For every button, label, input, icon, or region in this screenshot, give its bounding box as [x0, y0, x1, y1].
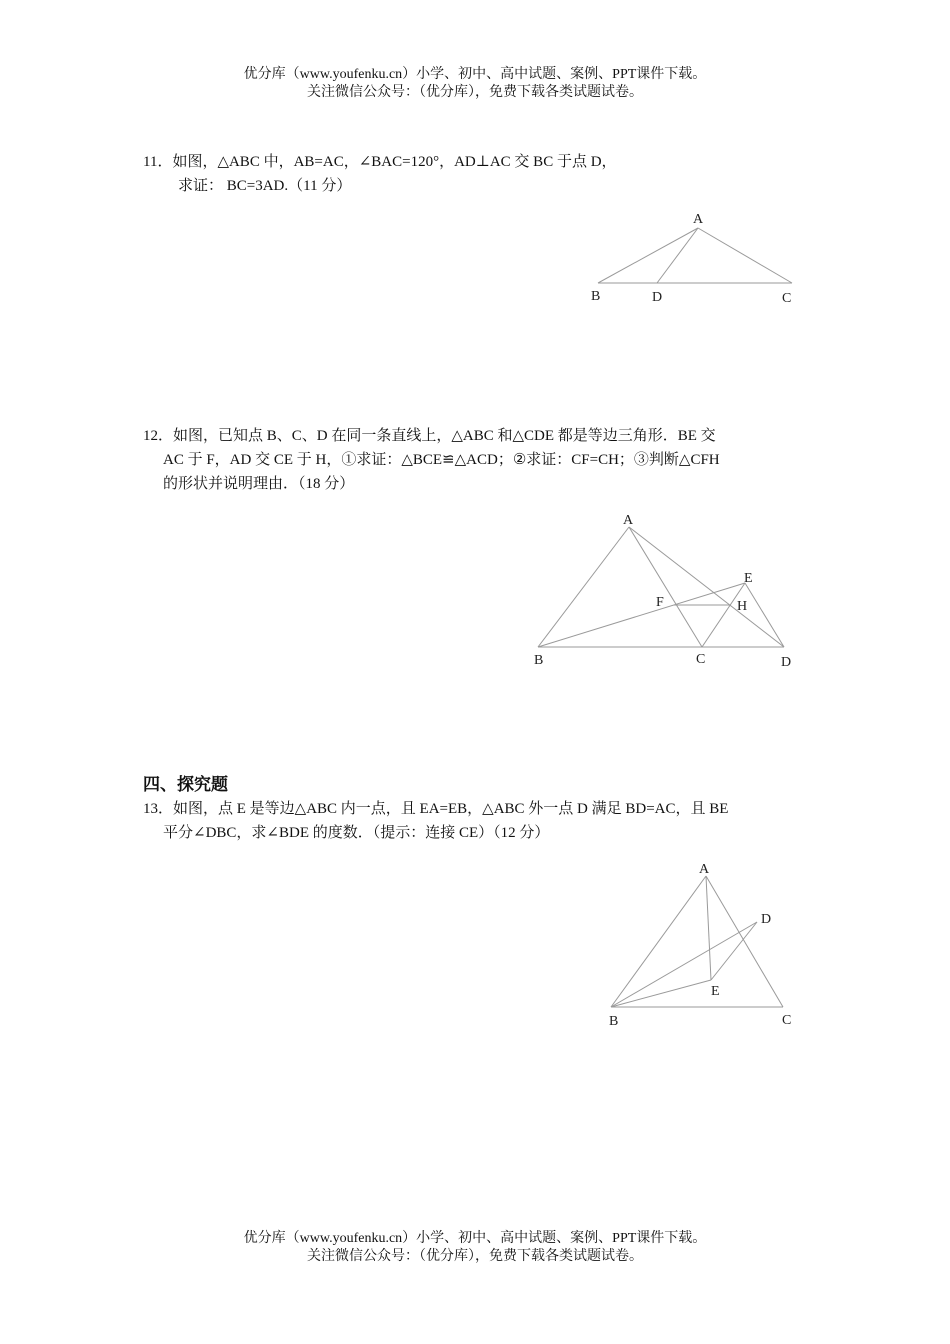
label-b: B [591, 289, 601, 304]
segment-ac [629, 527, 702, 647]
figure-q13 [609, 862, 791, 1029]
segment-bd [611, 922, 757, 1007]
q12-line-2: AC 于 F，AD 交 CE 于 H，①求证：△BCE≌△ACD；②求证：CF=CH；③判断△CFH [163, 452, 720, 468]
label-e: E [711, 984, 720, 999]
section-title: 四、探究题 [143, 775, 228, 795]
segment-ad [657, 228, 698, 283]
segment-ab [538, 527, 629, 647]
label-e: E [744, 571, 753, 586]
label-c: C [782, 1013, 792, 1028]
q12-line-1: 12．如图，已知点 B、C、D 在同一条直线上，△ABC 和△CDE 都是等边三角形．BE 交 [143, 428, 716, 444]
question-13 [143, 797, 823, 845]
segment-ab [598, 228, 698, 283]
label-f: F [656, 595, 664, 610]
q11-prove: 求证： BC=3AD.（11 分） [178, 178, 352, 194]
header-line-1: 优分库（www.youfenku.cn）小学、初中、高中试题、案例、PPT课件下载。 [243, 67, 707, 82]
header-line-2: 关注微信公众号：（优分库），免费下载各类试题试卷。 [307, 85, 643, 100]
question-12 [143, 424, 823, 496]
q13-line-2: 平分∠DBC，求∠BDE 的度数．（提示：连接 CE）（12 分） [163, 825, 550, 841]
label-a: A [693, 212, 704, 227]
segment-ae [706, 876, 711, 980]
label-b: B [534, 653, 544, 668]
segment-ce [702, 583, 748, 647]
footer-line-2: 关注微信公众号：（优分库），免费下载各类试题试卷。 [307, 1249, 643, 1264]
segment-ed [745, 583, 784, 647]
segment-be [538, 583, 748, 647]
page-footer [0, 1230, 950, 1266]
q12-line-3: 的形状并说明理由．（18 分） [163, 476, 355, 492]
label-c: C [696, 652, 706, 667]
label-h: H [737, 599, 748, 614]
label-a: A [623, 513, 634, 528]
label-a: A [699, 862, 710, 877]
segment-ab [611, 876, 706, 1007]
q13-line-1: 13．如图，点 E 是等边△ABC 内一点，且 EA=EB，△ABC 外一点 D 满足 BD=AC，且 BE [143, 801, 729, 817]
figure-q12 [534, 513, 791, 670]
segment-be [611, 980, 711, 1007]
label-d: D [652, 290, 663, 305]
label-b: B [609, 1014, 619, 1029]
segment-ad [629, 527, 784, 647]
q11-statement: 11．如图，△ABC 中，AB=AC，∠BAC=120°，AD⊥AC 交 BC 于点 D， [143, 154, 617, 170]
label-c: C [782, 291, 792, 306]
footer-line-1: 优分库（www.youfenku.cn）小学、初中、高中试题、案例、PPT课件下载。 [243, 1231, 707, 1246]
label-d: D [761, 912, 772, 927]
segment-ac [698, 228, 792, 283]
label-d: D [781, 655, 792, 670]
